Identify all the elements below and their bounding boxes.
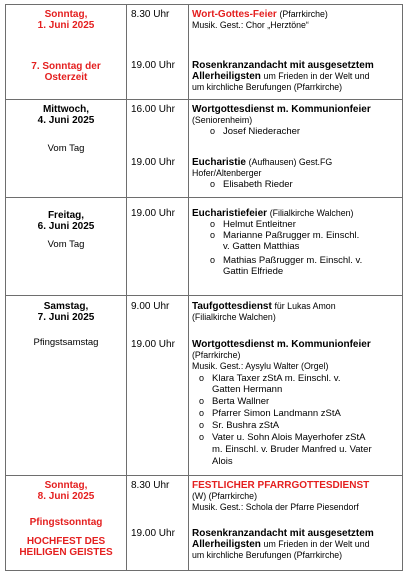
event-location: (Filialkirche Walchen) [269,208,354,218]
date-line2: 7. Juni 2025 [37,312,95,323]
event-time: 8.30 Uhr [131,480,170,491]
event-time: 19.00 Uhr [131,528,175,539]
event-location: (Aufhausen) Gest.FG [248,157,333,167]
event-title-line [192,9,328,20]
liturgical-title-2: Osterzeit [44,72,88,83]
event-title: Taufgottesdienst [192,301,272,312]
intention-item-continued: Alois [212,456,233,467]
intention-item: o Josef Niederacher [223,126,300,137]
event-time: 9.00 Uhr [131,301,170,312]
event-title-line [192,301,336,312]
liturgical-title-2: HOCHFEST DES [26,536,106,547]
day-block-sunday-1 [5,4,403,100]
intention-item-continued: Gattin Elfriede [223,266,284,277]
event-title-line [192,539,370,550]
liturgical-title-1: Pfingstsonntag [29,517,103,528]
event-detail: Musik. Gest.: Chor „Herztöne“ [192,20,309,30]
event-title-line [192,157,332,168]
event-title: Eucharistiefeier [192,208,268,219]
date-line2: 8. Juni 2025 [37,491,95,502]
intention-item: o Helmut Entleitner [223,219,296,230]
intention-item: o Vater u. Sohn Alois Mayerhofer zStA [212,432,365,443]
day-block-sunday-8 [5,475,403,571]
day-block-saturday-7 [5,295,403,476]
date-line1: Sonntag, [44,480,88,491]
liturgical-title: Pfingstsamstag [33,337,99,348]
event-title: Wortgottesdienst m. Kommunionfeier [192,104,371,115]
event-detail: um kirchliche Berufungen (Pfarrkirche) [192,550,343,560]
date-line1: Mittwoch, [42,104,90,115]
event-detail: Musik. Gest.: Schola der Pfarre Piesendorf [192,502,359,512]
date-line1: Sonntag, [44,9,88,20]
date-line2: 1. Juni 2025 [37,20,95,31]
event-time: 16.00 Uhr [131,104,175,115]
day-block-wednesday-4 [5,99,403,198]
intention-item: o Pfarrer Simon Landmann zStA [212,408,341,419]
intention-item-continued: Gatten Hermann [212,384,283,395]
event-title: Eucharistie [192,157,246,168]
event-title: Allerheiligsten [192,71,261,82]
event-location: (Filialkirche Walchen) [192,312,276,322]
event-title: Allerheiligsten [192,539,261,550]
intention-item: o Elisabeth Rieder [223,179,293,190]
date-line2: 6. Juni 2025 [37,221,95,232]
event-title-rest: für Lukas Amon [274,301,336,311]
liturgical-title-1: 7. Sonntag der [31,61,101,72]
intention-item: o Klara Taxer zStA m. Einschl. v. [212,373,340,384]
event-location: (W) (Pfarrkirche) [192,491,257,501]
event-time: 8.30 Uhr [131,9,170,20]
intention-item-continued: v. Gatten Matthias [223,241,300,252]
date-line2: 4. Juni 2025 [37,115,95,126]
intention-item: o Mathias Paßrugger m. Einschl. v. [223,255,362,266]
event-location: Hofer/Altenberger [192,168,262,178]
intention-item: o Sr. Bushra zStA [212,420,279,431]
event-title: Rosenkranzandacht mit ausgesetztem [192,528,374,539]
event-time: 19.00 Uhr [131,208,175,219]
event-title: FESTLICHER PFARRGOTTESDIENST [192,480,370,491]
liturgical-title-3: HEILIGEN GEISTES [19,547,113,558]
event-detail: Musik. Gest.: Aysylu Walter (Orgel) [192,361,329,371]
event-location: (Pfarrkirche) [279,9,328,19]
intention-item: o Berta Wallner [212,396,269,407]
day-block-friday-6 [5,197,403,296]
intention-item: o Marianne Paßrugger m. Einschl. [223,230,359,241]
event-time: 19.00 Uhr [131,60,175,71]
event-time: 19.00 Uhr [131,157,175,168]
date-line1: Samstag, [43,301,89,312]
event-title: Rosenkranzandacht mit ausgesetztem [192,60,374,71]
event-title-line [192,208,353,219]
event-time: 19.00 Uhr [131,339,175,350]
event-detail: um Frieden in der Welt und [263,71,370,81]
event-detail: um Frieden in der Welt und [263,539,370,549]
event-location: (Seniorenheim) [192,115,253,125]
event-title: Wortgottesdienst m. Kommunionfeier [192,339,371,350]
liturgical-title: Vom Tag [47,143,85,154]
liturgical-title: Vom Tag [47,239,85,250]
intention-item-continued: m. Einschl. v. Bruder Manfred u. Vater [212,444,372,455]
event-location: (Pfarrkirche) [192,350,241,360]
event-title-line [192,71,370,82]
date-line1: Freitag, [47,210,85,221]
event-detail: um kirchliche Berufungen (Pfarrkirche) [192,82,343,92]
event-title: Wort-Gottes-Feier [192,9,277,20]
